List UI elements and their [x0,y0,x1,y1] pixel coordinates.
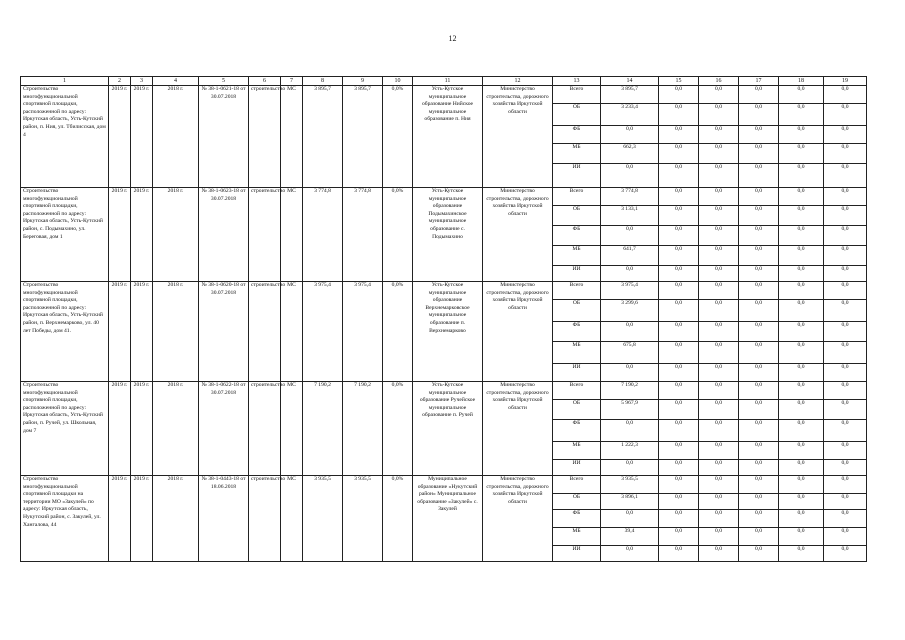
funding-value: 0,0 [824,382,867,400]
funding-value: 0,0 [779,322,824,342]
funding-value: 0,0 [824,460,867,476]
responsible-executor: Министерство строительства, дорожного хозяйства Иркутской области [483,476,553,562]
funding-value: 0,0 [659,322,699,342]
end-year: 2019 г. [131,382,153,476]
funding-value: 3 896,1 [601,494,659,510]
column-number: 8 [303,77,343,86]
funding-source-label: ОБ [553,400,601,420]
expertise-year: 2018 г. [153,86,199,188]
end-year: 2019 г. [131,188,153,282]
funding-value: 0,0 [739,342,779,364]
readiness-percent: 0,0% [383,86,413,188]
municipality: Усть-Кутское муниципальное образование Подымахинское муниципальное образование с. Подымахино [413,188,483,282]
funding-value: 0,0 [659,476,699,494]
funding-source-label: Всего [553,282,601,300]
funding-value: 0,0 [824,510,867,528]
funding-value: 662,3 [601,144,659,164]
project-description: Строительство многофункциональной спортивной площадки, расположенной по адресу: Иркутская область, Усть-Кутский район, п. Ручей, ул. Школьная, дом 7 [21,382,109,476]
funding-value: 0,0 [601,322,659,342]
funding-value: 0,0 [659,442,699,460]
funding-value: 0,0 [699,246,739,266]
column-number: 2 [109,77,131,86]
column-number: 7 [281,77,303,86]
funding-value: 0,0 [824,126,867,144]
funding-source-label: ФБ [553,510,601,528]
funding-value: 0,0 [739,322,779,342]
work-type: строительство [249,282,281,382]
estimated-cost: 3 774,8 [303,188,343,282]
funding-source-label: МБ [553,442,601,460]
readiness-percent: 0,0% [383,382,413,476]
funding-value: 0,0 [739,510,779,528]
column-number: 12 [483,77,553,86]
funding-value: 641,7 [601,246,659,266]
funding-value: 3 233,4 [601,104,659,126]
funding-value: 0,0 [601,126,659,144]
funding-value: 0,0 [659,546,699,562]
funding-source-label: ИИ [553,164,601,188]
funding-value: 0,0 [601,420,659,442]
funding-value: 0,0 [659,104,699,126]
funding-value: 0,0 [739,126,779,144]
responsible-executor: Министерство строительства, дорожного хозяйства Иркутской области [483,86,553,188]
capacity-unit: МС [281,282,303,382]
funding-value: 0,0 [824,528,867,546]
remaining-cost: 7 190,2 [343,382,383,476]
column-number: 6 [249,77,281,86]
funding-value: 0,0 [699,206,739,226]
column-number: 17 [739,77,779,86]
funding-value: 0,0 [659,126,699,144]
expertise-conclusion: № 38-1-0621-18 от 30.07.2018 [199,86,249,188]
funding-value: 0,0 [659,342,699,364]
funding-value: 0,0 [824,476,867,494]
end-year: 2019 г. [131,476,153,562]
funding-value: 0,0 [779,510,824,528]
funding-value: 0,0 [779,266,824,282]
table-row [21,476,867,494]
funding-value: 0,0 [739,382,779,400]
funding-value: 0,0 [779,442,824,460]
funding-value: 0,0 [659,364,699,382]
funding-value: 0,0 [699,476,739,494]
funding-value: 3 975,4 [601,282,659,300]
work-type: строительство [249,188,281,282]
funding-value: 0,0 [824,164,867,188]
funding-value: 1 222,3 [601,442,659,460]
funding-source-label: Всего [553,476,601,494]
funding-source-label: Всего [553,382,601,400]
municipality: Усть-Кутское муниципальное образование Ручейское муниципальное образование п. Ручей [413,382,483,476]
funding-value: 0,0 [659,206,699,226]
funding-value: 0,0 [824,226,867,246]
readiness-percent: 0,0% [383,282,413,382]
start-year: 2019 г. [109,382,131,476]
end-year: 2019 г. [131,86,153,188]
funding-value: 0,0 [699,188,739,206]
column-number: 5 [199,77,249,86]
funding-value: 0,0 [699,322,739,342]
expertise-conclusion: № 38-1-0620-18 от 30.07.2018 [199,282,249,382]
funding-source-label: ФБ [553,322,601,342]
start-year: 2019 г. [109,476,131,562]
funding-value: 0,0 [659,226,699,246]
funding-value: 3 895,7 [601,86,659,104]
funding-value: 0,0 [739,494,779,510]
funding-value: 0,0 [779,400,824,420]
funding-value: 0,0 [824,188,867,206]
funding-value: 3 935,5 [601,476,659,494]
page-number: 12 [448,34,457,43]
funding-value: 7 190,2 [601,382,659,400]
funding-source-label: МБ [553,246,601,266]
project-description: Строительство многофункциональной спортивной площадки, расположенной по адресу: Иркутская область, Усть-Кутский район, п. Ния, ул. Тбилисская, дом 4 [21,86,109,188]
funding-value: 0,0 [779,86,824,104]
funding-value: 0,0 [779,476,824,494]
municipality: Муниципальное образование «Нукутский район» Муниципальное образование «Закулей» с. Закулей [413,476,483,562]
funding-value: 0,0 [739,400,779,420]
table-row [21,282,867,300]
funding-value: 0,0 [659,188,699,206]
funding-value: 39,4 [601,528,659,546]
remaining-cost: 3 774,8 [343,188,383,282]
funding-source-label: Всего [553,86,601,104]
funding-value: 0,0 [699,104,739,126]
funding-value: 0,0 [739,460,779,476]
project-description: Строительство многофункциональной спортивной площадки, расположенной по адресу: Иркутская область, Усть-Кутский район, с. Подымахино, ул. Береговая, дом 1 [21,188,109,282]
funding-value: 0,0 [779,342,824,364]
column-number: 18 [779,77,824,86]
expertise-year: 2018 г. [153,282,199,382]
estimated-cost: 3 975,4 [303,282,343,382]
funding-value: 0,0 [739,164,779,188]
funding-value: 0,0 [739,144,779,164]
funding-value: 675,8 [601,342,659,364]
project-description: Строительство многофункциональной спортивной площадки на территории МО «Закулей» по адресу: Иркутская область, Нукутский район, с. Закулей, ул. Хангалова, 44 [21,476,109,562]
funding-value: 0,0 [739,442,779,460]
funding-value: 0,0 [739,188,779,206]
funding-value: 0,0 [779,364,824,382]
funding-value: 0,0 [699,300,739,322]
capacity-unit: МС [281,86,303,188]
funding-value: 0,0 [779,104,824,126]
funding-value: 0,0 [659,86,699,104]
funding-value: 0,0 [601,510,659,528]
funding-value: 0,0 [699,494,739,510]
funding-value: 0,0 [659,494,699,510]
table-row [21,382,867,400]
funding-value: 0,0 [659,300,699,322]
funding-value: 0,0 [779,300,824,322]
funding-value: 0,0 [824,442,867,460]
funding-value: 0,0 [699,460,739,476]
funding-value: 0,0 [739,282,779,300]
funding-value: 0,0 [601,546,659,562]
responsible-executor: Министерство строительства, дорожного хозяйства Иркутской области [483,282,553,382]
funding-value: 0,0 [824,494,867,510]
remaining-cost: 3 935,5 [343,476,383,562]
funding-value: 0,0 [659,266,699,282]
column-number: 14 [601,77,659,86]
funding-value: 0,0 [779,494,824,510]
funding-source-label: МБ [553,144,601,164]
municipality: Усть-Кутское муниципальное образование Нийское муниципальное образование п. Ния [413,86,483,188]
expertise-year: 2018 г. [153,382,199,476]
responsible-executor: Министерство строительства, дорожного хозяйства Иркутской области [483,382,553,476]
expertise-year: 2018 г. [153,188,199,282]
estimated-cost: 7 190,2 [303,382,343,476]
funding-value: 0,0 [659,510,699,528]
table-row [21,188,867,206]
funding-value: 0,0 [699,86,739,104]
funding-value: 0,0 [699,282,739,300]
funding-value: 0,0 [659,282,699,300]
funding-value: 0,0 [824,420,867,442]
funding-value: 0,0 [659,164,699,188]
funding-value: 0,0 [779,144,824,164]
start-year: 2019 г. [109,282,131,382]
funding-value: 0,0 [824,400,867,420]
funding-value: 0,0 [824,282,867,300]
funding-value: 0,0 [699,342,739,364]
funding-value: 0,0 [699,442,739,460]
funding-value: 0,0 [659,400,699,420]
funding-value: 0,0 [659,420,699,442]
column-number: 9 [343,77,383,86]
funding-value: 0,0 [739,104,779,126]
funding-value: 5 967,9 [601,400,659,420]
funding-value: 0,0 [779,460,824,476]
funding-value: 0,0 [601,164,659,188]
funding-value: 0,0 [824,342,867,364]
column-number: 4 [153,77,199,86]
work-type: строительство [249,476,281,562]
funding-value: 0,0 [824,546,867,562]
investment-table [20,76,867,562]
funding-value: 0,0 [739,206,779,226]
column-number: 15 [659,77,699,86]
funding-source-label: ФБ [553,226,601,246]
funding-source-label: ОБ [553,104,601,126]
funding-value: 0,0 [739,364,779,382]
start-year: 2019 г. [109,188,131,282]
funding-source-label: ОБ [553,300,601,322]
funding-value: 0,0 [699,226,739,246]
expertise-year: 2018 г. [153,476,199,562]
funding-value: 0,0 [699,266,739,282]
end-year: 2019 г. [131,282,153,382]
work-type: строительство [249,382,281,476]
funding-source-label: Всего [553,188,601,206]
funding-source-label: ОБ [553,494,601,510]
funding-value: 0,0 [699,364,739,382]
funding-value: 0,0 [601,266,659,282]
funding-source-label: ИИ [553,546,601,562]
funding-value: 3 299,6 [601,300,659,322]
funding-value: 0,0 [779,206,824,226]
funding-value: 0,0 [779,246,824,266]
funding-value: 3 133,1 [601,206,659,226]
capacity-unit: МС [281,476,303,562]
funding-value: 0,0 [779,188,824,206]
funding-source-label: МБ [553,342,601,364]
funding-value: 0,0 [779,528,824,546]
expertise-conclusion: № 38-1-0443-18 от 18.06.2018 [199,476,249,562]
expertise-conclusion: № 38-1-0622-18 от 30.07.2018 [199,382,249,476]
funding-value: 0,0 [699,510,739,528]
funding-value: 0,0 [699,546,739,562]
funding-value: 0,0 [824,206,867,226]
column-number: 1 [21,77,109,86]
project-description: Строительство многофункциональной спортивной площадки, расположенной по адресу: Иркутская область, Усть-Кутский район, п. Верхнемарково, ул. 40 лет Победы, дом 41. [21,282,109,382]
column-number: 19 [824,77,867,86]
funding-source-label: ИИ [553,460,601,476]
funding-source-label: ФБ [553,126,601,144]
readiness-percent: 0,0% [383,476,413,562]
funding-value: 0,0 [824,246,867,266]
funding-value: 0,0 [659,144,699,164]
funding-value: 0,0 [699,164,739,188]
start-year: 2019 г. [109,86,131,188]
funding-value: 0,0 [779,546,824,562]
funding-value: 0,0 [739,528,779,546]
funding-value: 0,0 [824,266,867,282]
funding-value: 0,0 [739,266,779,282]
funding-value: 0,0 [779,126,824,144]
column-number: 13 [553,77,601,86]
column-number: 10 [383,77,413,86]
expertise-conclusion: № 38-1-0623-18 от 30.07.2018 [199,188,249,282]
funding-value: 0,0 [699,400,739,420]
funding-value: 0,0 [779,382,824,400]
funding-value: 0,0 [659,528,699,546]
funding-value: 0,0 [824,300,867,322]
table-row [21,86,867,104]
funding-value: 0,0 [739,226,779,246]
funding-source-label: ФБ [553,420,601,442]
funding-value: 0,0 [739,246,779,266]
remaining-cost: 3 975,4 [343,282,383,382]
funding-source-label: МБ [553,528,601,546]
funding-value: 0,0 [779,226,824,246]
estimated-cost: 3 895,7 [303,86,343,188]
funding-value: 0,0 [824,364,867,382]
funding-value: 0,0 [779,282,824,300]
funding-value: 0,0 [739,546,779,562]
work-type: строительство [249,86,281,188]
funding-value: 0,0 [739,476,779,494]
funding-value: 0,0 [779,420,824,442]
funding-value: 0,0 [601,460,659,476]
funding-source-label: ОБ [553,206,601,226]
municipality: Усть-Кутское муниципальное образование Верхнемарковское муниципальное образование п. Верхнемарково [413,282,483,382]
estimated-cost: 3 935,5 [303,476,343,562]
funding-value: 0,0 [699,126,739,144]
funding-source-label: ИИ [553,364,601,382]
funding-value: 0,0 [824,322,867,342]
funding-value: 0,0 [699,144,739,164]
funding-value: 0,0 [779,164,824,188]
column-number: 16 [699,77,739,86]
funding-value: 0,0 [659,382,699,400]
funding-value: 0,0 [739,300,779,322]
funding-value: 0,0 [824,144,867,164]
column-number: 3 [131,77,153,86]
column-number-row [21,77,867,86]
funding-value: 0,0 [739,420,779,442]
funding-value: 3 774,8 [601,188,659,206]
readiness-percent: 0,0% [383,188,413,282]
remaining-cost: 3 895,7 [343,86,383,188]
funding-value: 0,0 [601,226,659,246]
funding-value: 0,0 [601,364,659,382]
funding-value: 0,0 [659,460,699,476]
funding-value: 0,0 [659,246,699,266]
column-number: 11 [413,77,483,86]
funding-value: 0,0 [824,86,867,104]
funding-value: 0,0 [699,382,739,400]
funding-value: 0,0 [699,528,739,546]
capacity-unit: МС [281,382,303,476]
funding-source-label: ИИ [553,266,601,282]
funding-value: 0,0 [824,104,867,126]
responsible-executor: Министерство строительства, дорожного хозяйства Иркутской области [483,188,553,282]
funding-value: 0,0 [699,420,739,442]
funding-value: 0,0 [739,86,779,104]
capacity-unit: МС [281,188,303,282]
